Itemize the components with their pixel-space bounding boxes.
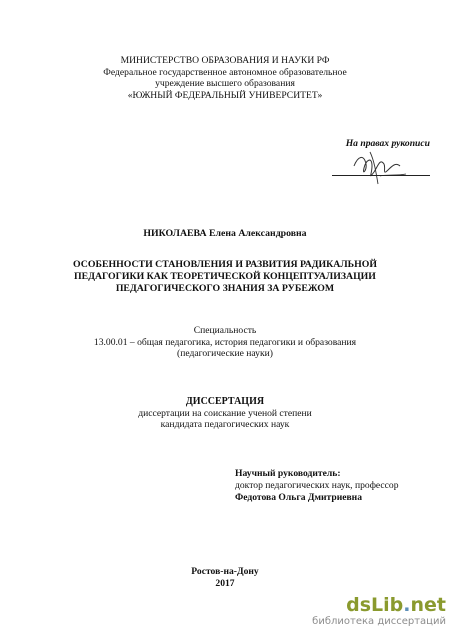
institution-type-line2: учреждение высшего образования	[155, 78, 295, 90]
dissertation-purpose-line2: кандидата педагогических наук	[160, 419, 290, 431]
city: Ростов-на-Дону	[191, 566, 259, 577]
supervisor-degree: доктор педагогических наук, профессор	[235, 479, 399, 491]
dslib-logo	[346, 594, 446, 616]
specialty-label: Специальность	[193, 325, 257, 336]
dissertation-heading: ДИССЕРТАЦИЯ	[185, 396, 265, 407]
logo-tld: net	[410, 594, 446, 616]
institution-type-line1: Федеральное государственное автономное образовательное	[103, 66, 347, 78]
specialty-code: 13.00.01 – общая педагогика, история педагогики и образования	[93, 336, 357, 348]
specialty-block	[0, 325, 450, 360]
university-name: «ЮЖНЫЙ ФЕДЕРАЛЬНЫЙ УНИВЕРСИТЕТ»	[127, 89, 323, 101]
supervisor-block	[235, 468, 445, 503]
logo-main: dsLib	[346, 594, 404, 616]
handwritten-signature	[350, 146, 410, 188]
ministry-name: МИНИСТЕРСТВО ОБРАЗОВАНИЯ И НАУКИ РФ	[120, 55, 330, 66]
logo-dot: .	[403, 594, 411, 616]
supervisor-label: Научный руководитель:	[235, 468, 341, 479]
place-and-year	[0, 566, 450, 589]
author-name: НИКОЛАЕВА Елена Александровна	[143, 228, 307, 239]
supervisor-name: Федотова Ольга Дмитриевна	[235, 491, 363, 503]
manuscript-rights-note: На правах рукописи	[345, 138, 430, 149]
dissertation-purpose-line1: диссертации на соискание ученой степени	[138, 407, 312, 419]
watermark-caption: библиотека диссертаций	[312, 616, 446, 627]
signature-line	[332, 175, 430, 176]
dslib-watermark	[290, 594, 448, 634]
dissertation-title	[0, 259, 450, 295]
ministry-header	[0, 55, 450, 101]
title-line-1: ОСОБЕННОСТИ СТАНОВЛЕНИЯ И РАЗВИТИЯ РАДИКАЛЬНОЙ	[73, 259, 377, 270]
dissertation-block	[0, 396, 450, 431]
year: 2017	[215, 577, 235, 589]
title-line-3: ПЕДАГОГИЧЕСКОГО ЗНАНИЯ ЗА РУБЕЖОМ	[115, 283, 335, 294]
specialty-field: (педагогические науки)	[177, 348, 273, 360]
title-line-2: ПЕДАГОГИКИ КАК ТЕОРЕТИЧЕСКОЙ КОНЦЕПТУАЛИЗАЦИИ	[74, 271, 376, 282]
